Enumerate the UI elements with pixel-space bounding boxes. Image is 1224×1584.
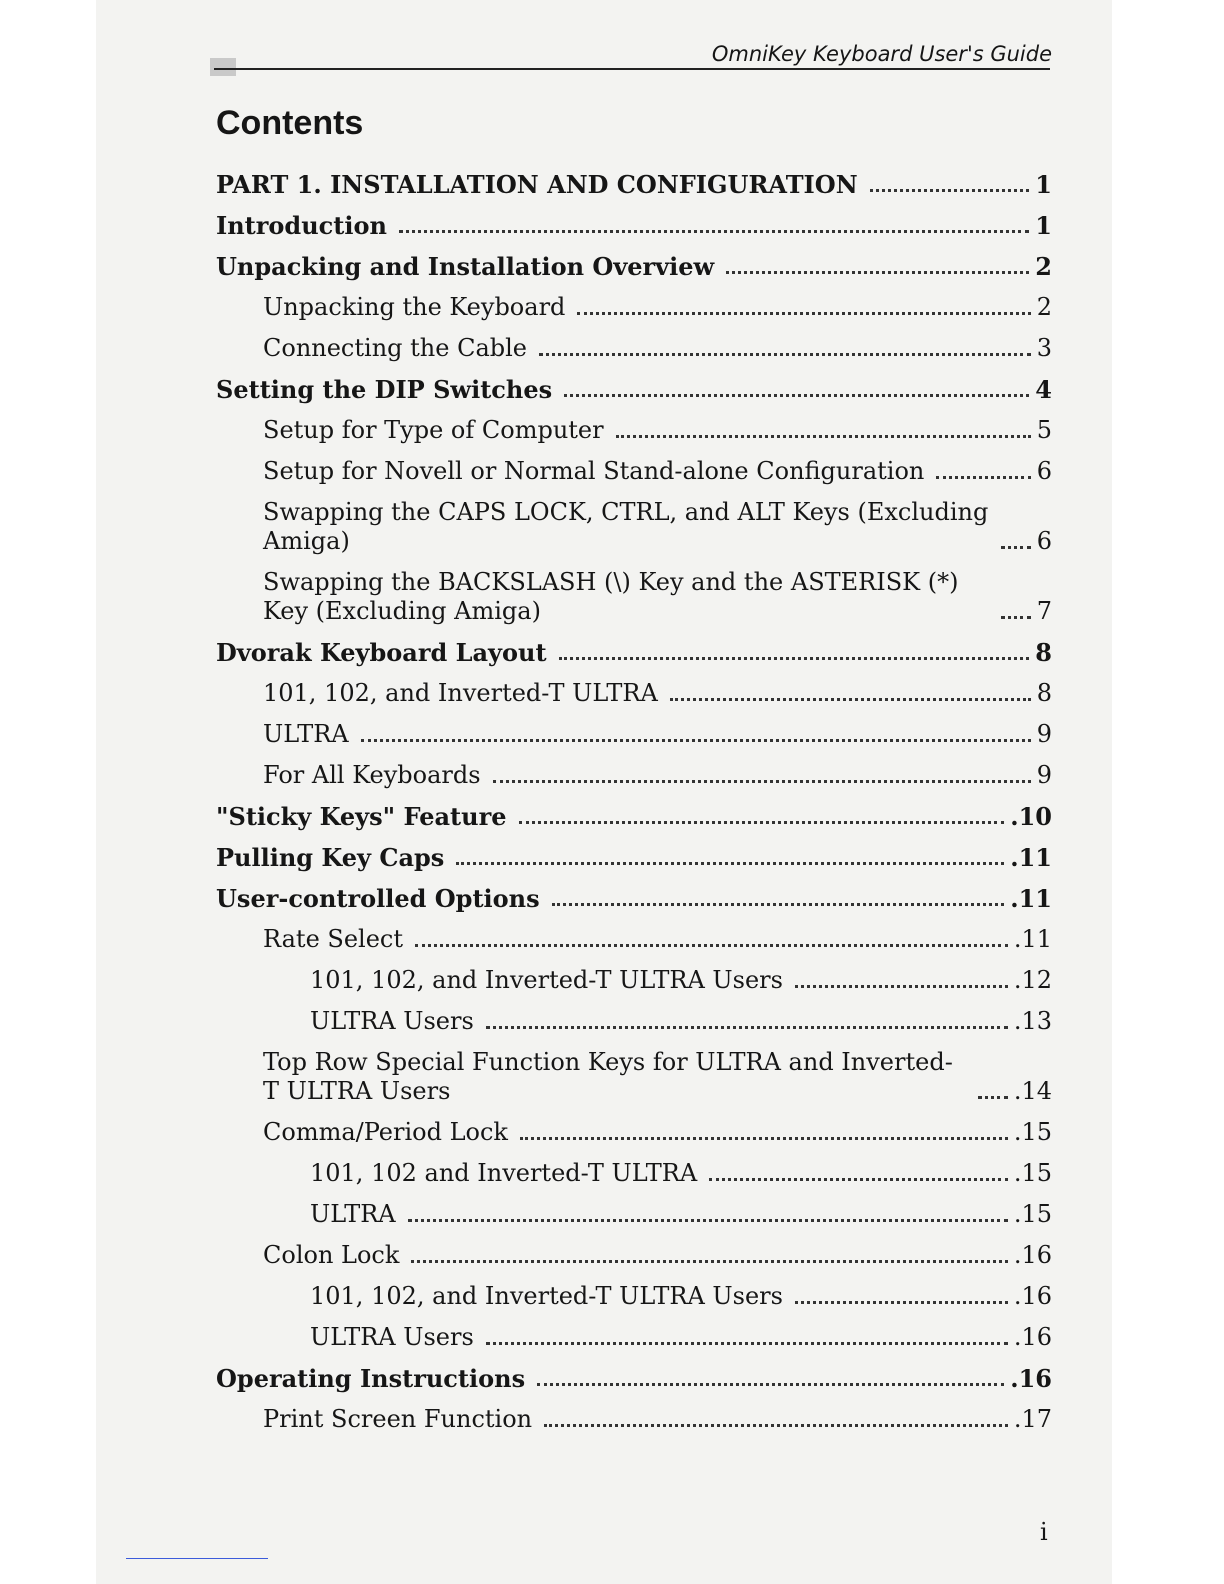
toc-entry-colon-101-users[interactable] <box>216 1282 1052 1311</box>
toc-entry-text: 101, 102, and Inverted-T ULTRA Users <box>310 1282 783 1310</box>
toc-entry-text: Setting the DIP Switches <box>216 375 553 404</box>
dot-leader <box>726 271 1029 274</box>
toc-entry-colon-ultra-users[interactable] <box>216 1323 1052 1352</box>
toc-entry-introduction[interactable] <box>216 211 1052 240</box>
toc-entry-text: ULTRA <box>310 1200 396 1228</box>
toc-page-number: 5 <box>1036 416 1052 444</box>
toc-page-number: .16 <box>1010 1364 1052 1393</box>
toc-page-number: .16 <box>1013 1323 1052 1351</box>
page-title: Contents <box>216 104 364 142</box>
toc-entry-text: PART 1. INSTALLATION AND CONFIGURATION <box>216 170 858 199</box>
toc-entry-text: Comma/Period Lock <box>263 1118 508 1146</box>
toc-entry-text: Print Screen Function <box>263 1405 533 1433</box>
dot-leader <box>456 862 1004 865</box>
toc-entry-text: Dvorak Keyboard Layout <box>216 638 547 667</box>
toc-entry-all-keyboards[interactable] <box>216 761 1052 790</box>
toc-page-number: .15 <box>1013 1118 1052 1146</box>
running-head: OmniKey Keyboard User's Guide <box>711 42 1052 66</box>
dot-leader <box>544 1424 1008 1427</box>
toc-page-number: 8 <box>1036 679 1052 707</box>
dot-leader <box>519 821 1005 824</box>
toc-page-number: .11 <box>1013 925 1052 953</box>
toc-entry-comma-period-lock[interactable] <box>216 1118 1052 1147</box>
dot-leader <box>564 394 1029 397</box>
toc-entry-rate-ultra-users[interactable] <box>216 1007 1052 1036</box>
toc-page-number: .16 <box>1013 1282 1052 1310</box>
toc-entry-text: Swapping the BACKSLASH (\) Key and the ASTERISK (*) Key (Excluding Amiga) <box>263 568 959 625</box>
toc-entry-swapping-caps-lock[interactable] <box>216 498 1052 556</box>
toc-page-number: 8 <box>1035 638 1052 667</box>
dot-leader <box>399 230 1029 233</box>
toc-entry-pulling-key-caps[interactable] <box>216 843 1052 872</box>
toc-entry-top-row-keys[interactable] <box>216 1048 1052 1106</box>
toc-entry-text: For All Keyboards <box>263 761 481 789</box>
scan-mark <box>210 58 236 76</box>
toc-entry-text: Pulling Key Caps <box>216 843 445 872</box>
dot-leader <box>411 1260 1007 1263</box>
toc-entry-sticky-keys[interactable] <box>216 802 1052 831</box>
toc-entry-text: Introduction <box>216 211 387 240</box>
toc-page-number: .12 <box>1013 966 1052 994</box>
dot-leader <box>493 780 1031 783</box>
table-of-contents <box>216 170 1052 1446</box>
toc-entry-text: ULTRA Users <box>310 1007 474 1035</box>
toc-page-number: .14 <box>1013 1077 1052 1105</box>
toc-page-number: 2 <box>1035 252 1052 281</box>
toc-page-number: 9 <box>1036 761 1052 789</box>
toc-entry-text: Unpacking the Keyboard <box>263 293 566 321</box>
toc-entry-text: 101, 102, and Inverted-T ULTRA Users <box>310 966 783 994</box>
toc-entry-text: Colon Lock <box>263 1241 400 1269</box>
toc-entry-comma-ultra[interactable] <box>216 1200 1052 1229</box>
header-rule <box>214 68 1050 70</box>
dot-leader <box>520 1137 1008 1140</box>
toc-entry-unpacking-overview[interactable] <box>216 252 1052 281</box>
dot-leader <box>795 1301 1008 1304</box>
dot-leader <box>552 903 1005 906</box>
toc-entry-text: Swapping the CAPS LOCK, CTRL, and ALT Keys (Excluding Amiga) <box>263 498 989 555</box>
toc-entry-text: Operating Instructions <box>216 1364 526 1393</box>
toc-page-number: .11 <box>1010 884 1052 913</box>
dot-leader <box>1001 616 1031 619</box>
footer-line <box>126 1558 268 1559</box>
toc-entry-rate-select[interactable] <box>216 925 1052 954</box>
toc-page-number: 7 <box>1036 597 1052 625</box>
toc-entry-dvorak-101[interactable] <box>216 679 1052 708</box>
toc-entry-unpacking-keyboard[interactable] <box>216 293 1052 322</box>
toc-page-number: .13 <box>1013 1007 1052 1035</box>
toc-page-number: 1 <box>1035 211 1052 240</box>
toc-page-number: .16 <box>1013 1241 1052 1269</box>
toc-entry-operating-instructions[interactable] <box>216 1364 1052 1393</box>
toc-page-number: 2 <box>1036 293 1052 321</box>
dot-leader <box>408 1219 1008 1222</box>
dot-leader <box>795 985 1008 988</box>
toc-entry-text: Rate Select <box>263 925 404 953</box>
toc-entry-text: 101, 102 and Inverted-T ULTRA <box>310 1159 698 1187</box>
toc-entry-text: ULTRA Users <box>310 1323 474 1351</box>
toc-entry-print-screen[interactable] <box>216 1405 1052 1434</box>
dot-leader <box>1001 546 1031 549</box>
dot-leader <box>978 1096 1008 1099</box>
toc-page-number: .15 <box>1013 1200 1052 1228</box>
dot-leader <box>537 1383 1004 1386</box>
toc-page-number: .17 <box>1013 1405 1052 1433</box>
toc-entry-text: 101, 102, and Inverted-T ULTRA <box>263 679 658 707</box>
toc-page-number: 3 <box>1036 334 1052 362</box>
toc-entry-swapping-backslash[interactable] <box>216 568 1052 626</box>
toc-entry-text: Setup for Type of Computer <box>263 416 604 444</box>
toc-entry-dvorak-ultra[interactable] <box>216 720 1052 749</box>
dot-leader <box>616 435 1031 438</box>
toc-entry-user-options[interactable] <box>216 884 1052 913</box>
toc-entry-text: Setup for Novell or Normal Stand-alone Configuration <box>263 457 925 485</box>
toc-entry-setup-computer[interactable] <box>216 416 1052 445</box>
toc-page-number: 1 <box>1035 170 1052 199</box>
toc-entry-colon-lock[interactable] <box>216 1241 1052 1270</box>
dot-leader <box>415 944 1008 947</box>
toc-entry-part-1[interactable] <box>216 170 1052 199</box>
page-folio: i <box>1040 1518 1048 1546</box>
toc-entry-text: Top Row Special Function Keys for ULTRA and Inverted-T ULTRA Users <box>263 1048 953 1105</box>
dot-leader <box>577 312 1030 315</box>
toc-entry-dip-switches[interactable] <box>216 375 1052 404</box>
toc-entry-text: Unpacking and Installation Overview <box>216 252 715 281</box>
toc-entry-text: User-controlled Options <box>216 884 540 913</box>
toc-page-number: 4 <box>1035 375 1052 404</box>
dot-leader <box>870 189 1030 192</box>
toc-entry-comma-101[interactable] <box>216 1159 1052 1188</box>
toc-entry-rate-101-users[interactable] <box>216 966 1052 995</box>
dot-leader <box>559 657 1030 660</box>
toc-entry-text: Connecting the Cable <box>263 334 527 362</box>
dot-leader <box>936 476 1030 479</box>
toc-entry-text: ULTRA <box>263 720 349 748</box>
dot-leader <box>486 1026 1008 1029</box>
toc-page-number: .10 <box>1010 802 1052 831</box>
toc-page-number: .11 <box>1010 843 1052 872</box>
dot-leader <box>486 1342 1008 1345</box>
toc-entry-setup-novell[interactable] <box>216 457 1052 486</box>
toc-entry-dvorak-layout[interactable] <box>216 638 1052 667</box>
toc-page-number: 6 <box>1036 527 1052 555</box>
toc-page-number: 6 <box>1036 457 1052 485</box>
dot-leader <box>539 353 1031 356</box>
toc-entry-text: "Sticky Keys" Feature <box>216 802 507 831</box>
toc-page-number: 9 <box>1036 720 1052 748</box>
dot-leader <box>361 739 1031 742</box>
dot-leader <box>670 698 1031 701</box>
dot-leader <box>709 1178 1008 1181</box>
toc-page-number: .15 <box>1013 1159 1052 1187</box>
toc-entry-connecting-cable[interactable] <box>216 334 1052 363</box>
